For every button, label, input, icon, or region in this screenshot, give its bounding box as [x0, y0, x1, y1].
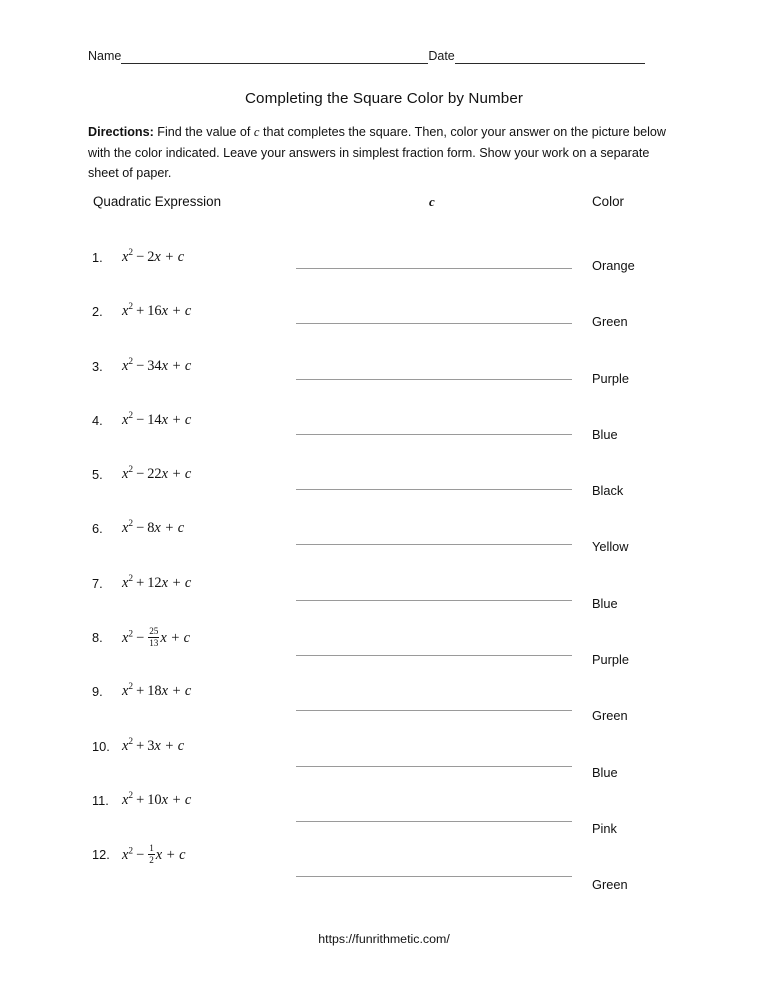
fraction-numerator: 25 — [149, 626, 159, 637]
answer-blank-line[interactable] — [296, 600, 572, 601]
problem-row — [88, 407, 676, 461]
expression-tail: x + c — [155, 847, 186, 864]
column-header-color: Color — [592, 194, 624, 209]
directions-text-part1: Find the value of — [153, 125, 254, 139]
expression-operator: + — [136, 791, 145, 808]
problem-number: 10. — [92, 738, 110, 754]
problem-row — [88, 624, 676, 678]
coefficient-fraction — [148, 627, 159, 648]
answer-blank-line[interactable] — [296, 268, 572, 269]
quadratic-expression — [122, 573, 191, 593]
column-header-expression: Quadratic Expression — [93, 194, 222, 209]
problem-number: 7. — [92, 575, 103, 591]
quadratic-expression — [122, 736, 184, 756]
color-label: Blue — [592, 595, 618, 611]
expression-operator: − — [136, 249, 145, 265]
coefficient: 22 — [147, 466, 162, 483]
expression-variable: x — [122, 466, 129, 483]
problem-number: 11. — [92, 792, 109, 808]
quadratic-expression — [122, 518, 184, 538]
expression-operator: − — [136, 630, 145, 647]
expression-tail: x + c — [161, 574, 192, 591]
problem-number: 5. — [92, 467, 103, 483]
problem-number: 6. — [92, 521, 103, 537]
name-write-in-rule[interactable] — [121, 50, 428, 64]
problem-row — [88, 678, 676, 732]
color-label: Blue — [592, 426, 618, 442]
color-label: Purple — [592, 370, 629, 386]
quadratic-expression — [122, 464, 191, 484]
expression-exponent: 2 — [128, 356, 134, 367]
expression-exponent: 2 — [128, 411, 134, 422]
answer-blank-line[interactable] — [296, 821, 572, 822]
expression-variable: x — [122, 411, 129, 428]
directions-paragraph — [88, 122, 680, 184]
expression-variable: x — [122, 520, 129, 537]
page-title: Completing the Square Color by Number — [244, 90, 524, 107]
expression-variable: x — [122, 357, 129, 374]
expression-variable: x — [122, 574, 129, 591]
column-header-c: c — [429, 194, 435, 209]
date-write-in-rule[interactable] — [455, 50, 645, 64]
expression-operator: − — [136, 520, 145, 537]
expression-tail: x + c — [154, 737, 185, 754]
problem-number: 9. — [92, 684, 103, 700]
directions-text-part2: that completes the square. Then, color your answer on the picture below with the color indicated. Leave your answers in simplest fraction form. Show your work on a separate sheet of paper. — [88, 125, 666, 180]
expression-tail: x + c — [154, 520, 185, 537]
name-label: Name — [88, 49, 122, 63]
directions-label: Directions: — [88, 125, 154, 139]
answer-blank-line[interactable] — [296, 379, 572, 380]
expression-exponent: 2 — [128, 519, 134, 530]
expression-variable: x — [122, 303, 129, 320]
expression-operator: + — [136, 683, 145, 700]
answer-blank-line[interactable] — [296, 655, 572, 656]
expression-tail: x + c — [160, 630, 191, 647]
coefficient-fraction — [148, 844, 155, 865]
expression-variable: x — [122, 630, 129, 647]
problem-number: 8. — [92, 630, 103, 646]
color-label: Pink — [592, 820, 617, 836]
expression-operator: + — [136, 303, 145, 320]
expression-tail: x + c — [161, 466, 192, 483]
answer-blank-line[interactable] — [296, 876, 572, 877]
expression-operator: − — [136, 357, 145, 374]
footer-url: https://funrithmetic.com/ — [318, 932, 450, 946]
color-label: Purple — [592, 652, 629, 668]
problem-row — [88, 733, 676, 787]
answer-blank-line[interactable] — [296, 544, 572, 545]
quadratic-expression — [122, 410, 191, 430]
problem-row — [88, 787, 676, 841]
expression-exponent: 2 — [128, 248, 134, 259]
problem-number: 2. — [92, 304, 103, 320]
coefficient: 18 — [147, 683, 162, 700]
expression-variable: x — [122, 847, 129, 864]
coefficient: 12 — [147, 574, 162, 591]
expression-operator: + — [136, 574, 145, 591]
coefficient: 34 — [147, 357, 162, 374]
problem-number: 4. — [92, 412, 103, 428]
quadratic-expression — [122, 301, 191, 321]
expression-exponent: 2 — [128, 791, 134, 802]
quadratic-expression — [122, 247, 184, 267]
quadratic-expression — [122, 790, 191, 810]
expression-tail: x + c — [161, 357, 192, 374]
color-label: Orange — [592, 258, 635, 273]
expression-operator: + — [136, 737, 145, 754]
fraction-numerator: 1 — [149, 843, 154, 854]
expression-operator: − — [136, 466, 145, 483]
answer-blank-line[interactable] — [296, 710, 572, 711]
quadratic-expression — [122, 681, 191, 701]
color-label: Blue — [592, 764, 618, 780]
expression-tail: x + c — [161, 303, 192, 320]
column-headers — [88, 194, 676, 214]
color-label: Black — [592, 483, 624, 499]
name-date-header — [88, 44, 676, 64]
expression-variable: x — [122, 683, 129, 700]
problem-row — [88, 353, 676, 407]
expression-tail: x + c — [161, 411, 192, 428]
coefficient: 8 — [147, 520, 155, 537]
coefficient: 10 — [147, 791, 162, 808]
expression-variable: x — [122, 791, 129, 808]
answer-blank-line[interactable] — [296, 489, 572, 490]
expression-exponent: 2 — [128, 465, 134, 476]
expression-exponent: 2 — [128, 736, 134, 747]
coefficient: 14 — [147, 411, 162, 428]
quadratic-expression — [122, 356, 191, 376]
expression-variable: x — [122, 249, 129, 265]
answer-blank-line[interactable] — [296, 323, 572, 324]
expression-exponent: 2 — [128, 846, 134, 857]
fraction-denominator: 2 — [149, 854, 154, 865]
expression-exponent: 2 — [128, 682, 134, 693]
problem-row — [88, 570, 676, 624]
answer-blank-line[interactable] — [296, 434, 572, 435]
color-label: Green — [592, 877, 628, 893]
problem-number: 1. — [92, 250, 103, 265]
expression-tail: x + c — [154, 249, 185, 265]
answer-blank-line[interactable] — [296, 766, 572, 767]
expression-exponent: 2 — [128, 629, 134, 640]
quadratic-expression — [122, 844, 185, 865]
problem-number: 12. — [92, 847, 110, 863]
expression-tail: x + c — [161, 791, 192, 808]
color-label: Green — [592, 314, 628, 330]
coefficient: 16 — [147, 303, 162, 320]
color-label: Green — [592, 708, 628, 724]
problem-row — [88, 461, 676, 515]
problem-row — [88, 244, 676, 298]
problem-row — [88, 298, 676, 352]
problem-number: 3. — [92, 358, 103, 374]
problem-row — [88, 841, 676, 895]
expression-operator: − — [136, 847, 145, 864]
fraction-denominator: 13 — [149, 637, 159, 648]
expression-exponent: 2 — [128, 302, 134, 313]
expression-exponent: 2 — [128, 573, 134, 584]
coefficient: 2 — [147, 249, 155, 265]
expression-operator: − — [136, 411, 145, 428]
quadratic-expression — [122, 627, 190, 648]
problem-row — [88, 515, 676, 569]
expression-variable: x — [122, 737, 129, 754]
problem-list — [88, 244, 676, 896]
expression-tail: x + c — [161, 683, 192, 700]
directions-variable-c: c — [253, 125, 260, 139]
color-label: Yellow — [592, 539, 629, 555]
date-label: Date — [428, 49, 455, 63]
coefficient: 3 — [147, 737, 155, 754]
